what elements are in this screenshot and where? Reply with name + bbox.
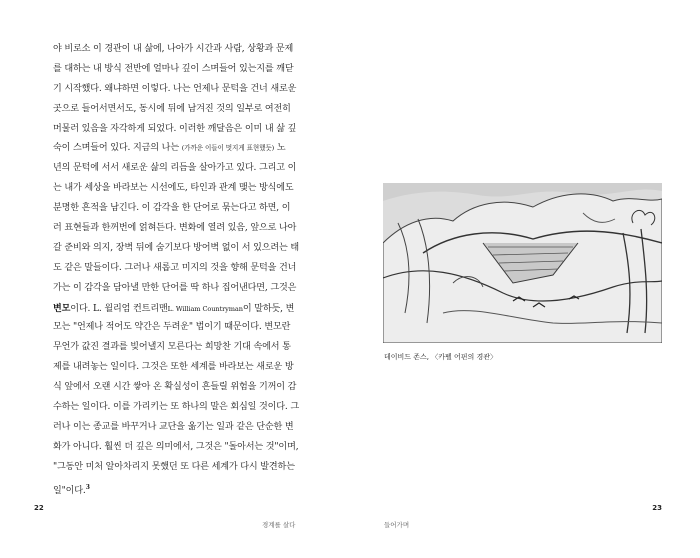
text-line: 기 시작했다. 왜냐하면 이렇다. 나는 언제나 문턱을 건너 새로운 (53, 83, 297, 94)
bold-term: 변모 (53, 302, 71, 314)
text-line: 화가 아니다. 훨씬 더 깊은 의미에서, 그것은 "돌아서는 것"이며, (53, 441, 299, 452)
text-line (53, 139, 316, 159)
landscape-artwork (383, 183, 662, 343)
text-fragment: 이다. L. 윌리엄 컨트리맨 (70, 303, 168, 314)
body-text (53, 40, 316, 497)
text-line: 갈 준비와 의지, 장벽 뒤에 숨기보다 방어벽 없이 서 있으려는 태 (53, 242, 300, 253)
footnote-marker: 3 (85, 483, 90, 491)
landscape-drawing (383, 183, 662, 343)
text-line: "그동안 미처 알아차리지 못했던 또 다른 세계가 다시 발견하는 (53, 461, 295, 472)
text-line: 모는 "언제나 적어도 약간은 두려운" 법이기 때문이다. 변모란 (53, 322, 291, 333)
page-number: 22 (34, 504, 44, 512)
text-line: 수하는 일이다. 이를 가리키는 또 하나의 말은 회심일 것이다. 그 (53, 402, 300, 413)
inline-aside: (가까운 이들이 멋지게 표현했듯) (181, 144, 275, 153)
text-line: 곳으로 들어서면서도, 동시에 뒤에 남겨진 것의 일부로 여전히 (53, 103, 291, 114)
text-line: 식 앞에서 오랜 시간 쌓아 온 확실성이 흔들릴 위험을 기꺼이 감 (53, 382, 297, 393)
text-fragment: 이 말하듯, 변 (242, 303, 295, 314)
text-line: 머물러 있음을 자각하게 되었다. 이러한 깨달음은 이미 내 삶 깊 (53, 123, 297, 134)
text-line: 가는 이 감각을 담아낼 만한 단어를 딱 하나 집어낸다면, 그것은 (53, 282, 297, 293)
text-line: 러 표현들과 한꺼번에 얽혀든다. 변화에 열려 있음, 앞으로 나아 (53, 223, 297, 234)
text-fragment: 숙이 스며들어 있다. 지금의 나는 (53, 143, 179, 154)
text-line: 년의 문턱에 서서 새로운 삶의 리듬을 살아가고 있다. 그리고 이 (53, 163, 297, 174)
right-page (350, 0, 700, 558)
text-line: 도 같은 말들이다. 그러나 새롭고 미지의 것을 향해 문턱을 건너 (53, 262, 297, 273)
text-line: 야 비로소 이 경관이 내 삶에, 나아가 시간과 사람, 상황과 문제 (53, 44, 294, 54)
text-fragment: 노 (274, 143, 286, 154)
author-english-name: L. William Countryman (167, 304, 243, 313)
text-line (53, 478, 316, 498)
text-fragment: 일"이다. (53, 485, 86, 496)
text-line (53, 299, 316, 319)
text-line: 는 내가 세상을 바라보는 시선에도, 타인과 관계 맺는 방식에도 (53, 183, 294, 194)
text-line: 분명한 흔적을 남긴다. 이 감각을 한 단어로 묶는다고 하면, 이 (53, 203, 291, 214)
page-number: 23 (652, 504, 662, 512)
text-line: 무언가 값진 결과를 빚어낼지 모른다는 희망찬 기대 속에서 통 (53, 342, 291, 353)
artwork-caption: 데이비드 존스, 〈카펠 어핀의 경관〉 (384, 353, 498, 361)
text-line: 를 대하는 내 방식 전반에 얼마나 깊이 스며들어 있는지를 깨닫 (53, 63, 294, 74)
running-head: 들어가며 (384, 521, 410, 529)
text-line: 러나 이는 종교를 바꾸거나 교단을 옮기는 일과 같은 단순한 변 (53, 421, 294, 432)
running-head: 경계를 살다 (262, 521, 296, 529)
text-line: 제를 내려놓는 일이다. 그것은 또한 세계를 바라보는 새로운 방 (53, 362, 294, 373)
